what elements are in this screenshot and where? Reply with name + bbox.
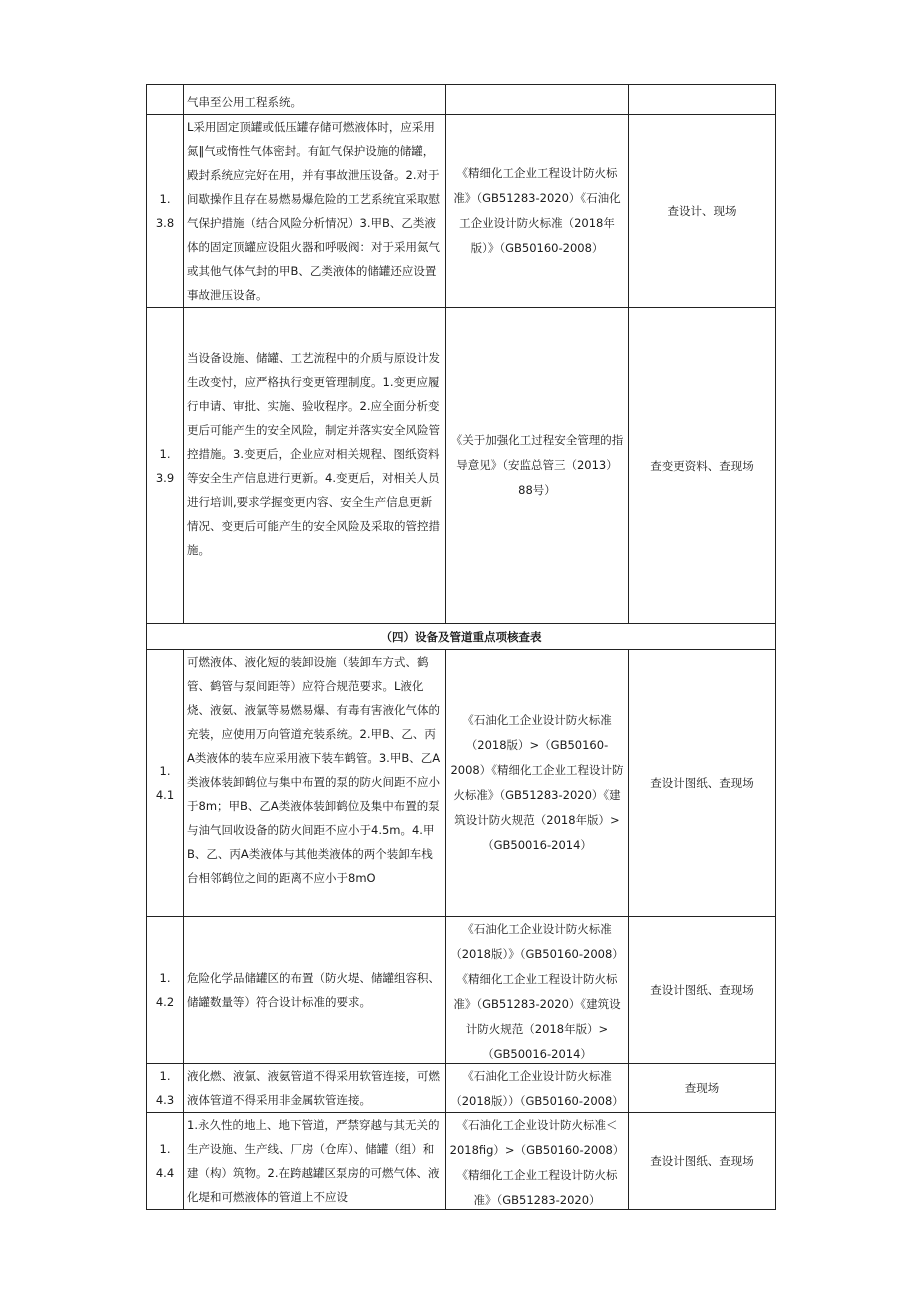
table-row xyxy=(147,1064,776,1113)
item-action: 查设计图纸、查现场 xyxy=(629,1113,776,1210)
table-row xyxy=(147,650,776,917)
item-number: 1. 4.2 xyxy=(147,917,184,1064)
item-action: 查变更资料、查现场 xyxy=(629,308,776,624)
item-number: 1. 4.3 xyxy=(147,1064,184,1113)
table-row xyxy=(147,308,776,624)
inspection-table xyxy=(146,84,776,1210)
table-row xyxy=(147,1113,776,1210)
item-number: 1. 4.1 xyxy=(147,650,184,917)
item-number: 1. 3.9 xyxy=(147,308,184,624)
item-action xyxy=(629,85,776,115)
item-number xyxy=(147,85,184,115)
item-description: 气串至公用工程系统。 xyxy=(184,85,446,115)
item-action: 查设计图纸、查现场 xyxy=(629,650,776,917)
item-action: 查设计图纸、查现场 xyxy=(629,917,776,1064)
table-row xyxy=(147,85,776,115)
item-description: 危险化学品储罐区的布置（防火堤、储罐组容积、储罐数量等）符合设计标准的要求。 xyxy=(184,917,446,1064)
item-description: 当设备设施、储罐、工艺流程中的介质与原设计发生改变忖，应严格执行变更管理制度。1.变更应履行申请、审批、实施、验收程序。2.应全面分析变更后可能产生的安全风险，制定并落实安全风险管控措施。3.变更后，企业应对相关规程、图纸资料等安全生产信息进行更新。4.变更后，对相关人员进行培训,要求学握变更内容、安全生产信息更新情况、变更后可能产生的安全风险及采取的管控措施。 xyxy=(184,308,446,624)
item-action: 查设计、现场 xyxy=(629,115,776,308)
item-description: L采用固定顶罐或低压罐存储可燃液体时，应采用氮‖气或惰性气体密封。有缸气保护设施的储罐，殿封系统应完好在用，并有事故泄压设备。2.对于间歇操作且存在易燃易爆危险的工艺系统宜采取慰气保护措施（结合风险分析情况）3.甲B、乙类液体的固定顶罐应设阻火器和呼吸阀：对于采用氮气或其他气体气封的甲B、乙类液体的储罐还应设置事故泄压设备。 xyxy=(184,115,446,308)
item-standard xyxy=(446,85,629,115)
item-standard: 《石油化工企业设计防火标准＜2018fig）>（GB50160-2008）《精细化工企业工程设计防火标准》（GB51283-2020） xyxy=(446,1113,629,1210)
item-standard: 《石油化工企业设计防火标准（2018版））（GB50160-2008） xyxy=(446,1064,629,1113)
section-header-row xyxy=(147,624,776,650)
item-description: 液化燃、液氯、液氨管道不得采用软管连接，可燃液体管道不得采用非金属软管连接。 xyxy=(184,1064,446,1113)
item-number: 1. 3.8 xyxy=(147,115,184,308)
table-row xyxy=(147,115,776,308)
item-standard: 《石油化工企业设计防火标准（2018版）》（GB50160-2008）《精细化工企业工程设计防火标准》（GB51283-2020）《建筑设计防火规范（2018年版）>（GB50016-2014） xyxy=(446,917,629,1064)
item-standard: 《关于加强化工过程安全管理的指导意见》（安监总管三（2013）88号） xyxy=(446,308,629,624)
section-title: （四）设备及管道重点项核查表 xyxy=(147,624,776,650)
item-standard: 《精细化工企业工程设计防火标准》（GB51283-2020）《石油化工企业设计防火标准（2018年版）》（GB50160-2008） xyxy=(446,115,629,308)
item-number: 1. 4.4 xyxy=(147,1113,184,1210)
table-row xyxy=(147,917,776,1064)
item-description: 1.永久性的地上、地下管道，严禁穿越与其无关的生产设施、生产线、厂房（仓库）、储罐（组）和建（构）筑物。2.在跨越罐区泵房的可燃气体、液化堤和可燃液体的管道上不应设 xyxy=(184,1113,446,1210)
item-action: 查现场 xyxy=(629,1064,776,1113)
item-description: 可燃液体、液化短的装卸设施（装卸车方式、鹤管、鹤管与泵间距等）应符合规范要求。L液化烧、液氨、液氯等易燃易爆、有毒有害液化气体的充装，应使用万向管道充装系统。2.甲B、乙、丙A类液体的装车应采用液下装车鹤管。3.甲B、乙A类液体装卸鹤位与集中布置的泵的防火间距不应小于8m；甲B、乙A类液体装卸鹤位及集中布置的泵与油气回收设备的防火间距不应小于4.5m。4.甲B、乙、丙A类液体与其他类液体的两个装卸车栈台相邻鹤位之间的距离不应小于8mO xyxy=(184,650,446,917)
item-standard: 《石油化工企业设计防火标准（2018版）>（GB50160-2008）《精细化工企业工程设计防火标准》（GB51283-2020）《建筑设计防火规范（2018年版）>（GB50016-2014） xyxy=(446,650,629,917)
